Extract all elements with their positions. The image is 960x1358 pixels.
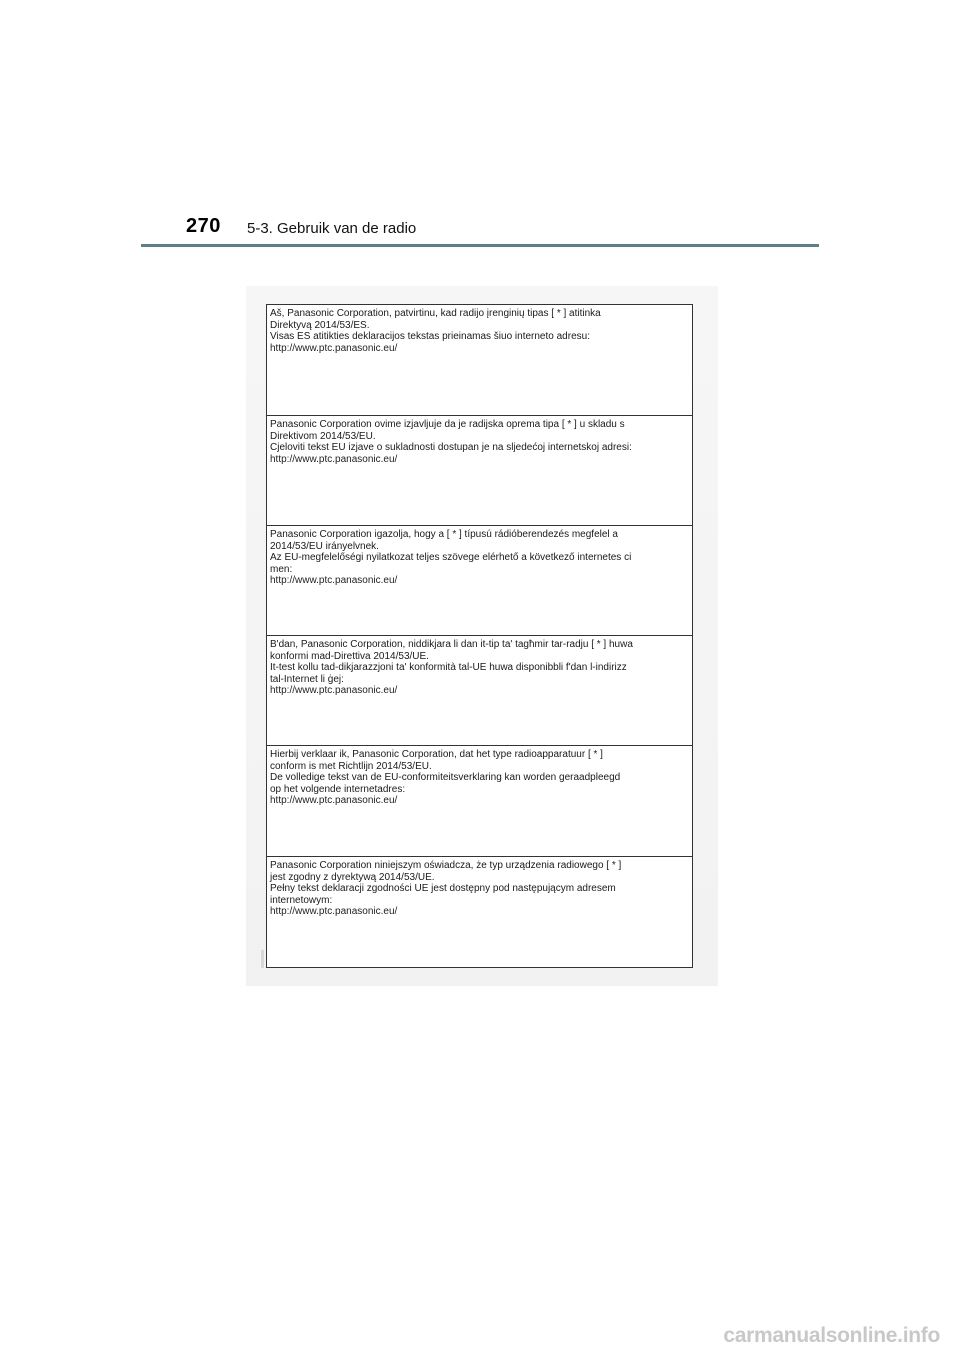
scan-edge-mark (261, 950, 264, 968)
declaration-cell-hu (267, 526, 692, 636)
declaration-line: konformi mad-Direttiva 2014/53/UE. (270, 650, 429, 662)
section-title: 5-3. Gebruik van de radio (247, 220, 417, 237)
declaration-url: http://www.ptc.panasonic.eu/ (270, 906, 398, 917)
declaration-line: B'dan, Panasonic Corporation, niddikjara li dan it-tip ta' tagħmir tar-radju [ * ] huwa (270, 639, 633, 650)
declaration-line: men: (270, 563, 293, 575)
declaration-line: Direktyvą 2014/53/ES. (270, 319, 370, 331)
declaration-line: Panasonic Corporation ovime izjavljuje da je radijska oprema tipa [ * ] u skladu s (270, 419, 625, 430)
declaration-line: Pełny tekst deklaracji zgodności UE jest dostępny pod następującym adresem (270, 883, 616, 894)
page-number: 270 (186, 215, 221, 237)
declaration-line: Hierbij verklaar ik, Panasonic Corporation, dat het type radioapparatuur [ * ] (270, 749, 603, 760)
declaration-line: Panasonic Corporation igazolja, hogy a [ * ] típusú rádióberendezés megfelel a (270, 529, 618, 540)
declaration-cell-pl (267, 857, 692, 967)
declaration-cell-lt (267, 305, 692, 416)
declaration-url: http://www.ptc.panasonic.eu/ (270, 575, 398, 586)
declaration-line: internetowym: (270, 894, 333, 906)
declaration-line: conform is met Richtlijn 2014/53/EU. (270, 760, 432, 772)
declaration-line: Direktivom 2014/53/EU. (270, 430, 376, 442)
declaration-cell-nl (267, 746, 692, 857)
declaration-url: http://www.ptc.panasonic.eu/ (270, 685, 398, 696)
declaration-line: Visas ES atitikties deklaracijos tekstas prieinamas šiuo interneto adresu: (270, 331, 590, 342)
watermark: carmanualsonline.info (723, 1324, 940, 1347)
declaration-url: http://www.ptc.panasonic.eu/ (270, 453, 398, 465)
declaration-line: Aš, Panasonic Corporation, patvirtinu, kad radijo įrenginių tipas [ * ] atitinka (270, 308, 601, 319)
declaration-line: jest zgodny z dyrektywą 2014/53/UE. (270, 871, 435, 883)
declaration-line: Az EU-megfelelőségi nyilatkozat teljes szövege elérhető a következő internetes ci (270, 552, 632, 563)
declaration-line: op het volgende internetadres: (270, 783, 406, 795)
declaration-line: Cjeloviti tekst EU izjave o sukladnosti dostupan je na sljedećoj internetskoj adresi: (270, 442, 632, 453)
declaration-line: tal-Internet li ġej: (270, 673, 344, 685)
declaration-box (266, 304, 693, 968)
declaration-line: De volledige tekst van de EU-conformiteitsverklaring kan worden geraadpleegd (270, 772, 621, 783)
header-rule (141, 244, 819, 247)
declaration-cell-mt (267, 636, 692, 746)
declaration-line: Panasonic Corporation niniejszym oświadcza, że typ urządzenia radiowego [ * ] (270, 860, 622, 871)
declaration-cell-hr (267, 416, 692, 526)
declaration-url: http://www.ptc.panasonic.eu/ (270, 342, 398, 354)
declaration-line: It-test kollu tad-dikjarazzjoni ta' konformità tal-UE huwa disponibbli f'dan l-indirizz (270, 662, 627, 673)
declaration-url: http://www.ptc.panasonic.eu/ (270, 795, 398, 806)
declaration-line: 2014/53/EU irányelvnek. (270, 540, 379, 552)
